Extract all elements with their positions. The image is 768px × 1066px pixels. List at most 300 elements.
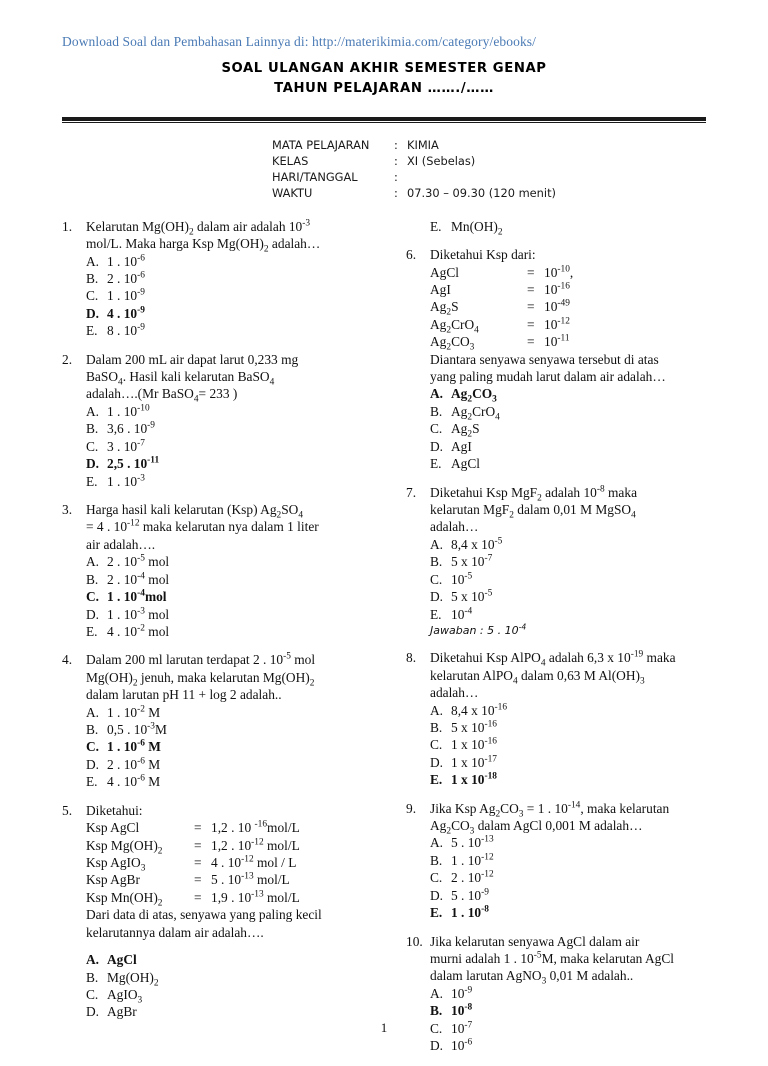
option-base: 1 x 10 <box>451 754 485 770</box>
unit-text: , <box>569 264 574 280</box>
option-text <box>451 1002 728 1019</box>
subscript: 3 <box>469 342 475 353</box>
stem-text: SO <box>281 501 299 517</box>
option-item[interactable] <box>86 986 384 1006</box>
question-stem <box>430 649 728 701</box>
option-list <box>86 403 384 490</box>
ksp-row <box>430 298 728 319</box>
meta-value <box>407 169 706 185</box>
superscript: -12 <box>557 316 570 327</box>
option-letter: C. <box>430 870 443 886</box>
option-item[interactable] <box>430 571 728 588</box>
superscript: -7 <box>484 553 493 564</box>
option-base: 1 . 10 <box>107 606 138 622</box>
stem-text: , maka kelarutan <box>580 800 670 816</box>
question-number: 10. <box>406 933 423 949</box>
option-list <box>86 553 384 640</box>
option-text <box>107 270 384 287</box>
subscript: 2 <box>309 678 315 689</box>
ksp-value-table <box>86 819 384 909</box>
stem-text: CO <box>500 800 519 816</box>
option-item[interactable] <box>430 438 728 455</box>
stem-text: 0,01 M adalah.. <box>546 968 634 984</box>
superscript: -9 <box>481 887 489 898</box>
option-item[interactable] <box>86 721 384 738</box>
option-base: 10 <box>451 985 465 1001</box>
option-item[interactable] <box>86 270 384 287</box>
stem-text: mol/L. Maka harga Ksp Mg(OH) <box>86 236 264 252</box>
stem-text: = 233 ) <box>198 386 238 402</box>
option-letter: D. <box>86 606 100 622</box>
option-base: 2 . 10 <box>107 571 138 587</box>
subscript: 2 <box>495 809 501 820</box>
question-body <box>430 800 728 922</box>
question-body <box>86 651 384 790</box>
option-item[interactable] <box>430 606 728 623</box>
option-base: 10 <box>451 1020 465 1036</box>
meta-colon: : <box>394 137 398 152</box>
option-base: 2 . 10 <box>107 554 138 570</box>
superscript: -12 <box>241 854 254 865</box>
option-item[interactable] <box>430 420 728 440</box>
superscript: -49 <box>557 298 570 309</box>
option-base: AgI <box>451 438 472 454</box>
option-text <box>451 218 728 238</box>
compound-text: Ksp AgBr <box>86 872 140 888</box>
subscript: 2 <box>446 826 452 837</box>
question-7 <box>406 484 728 639</box>
option-letter: B. <box>86 722 99 738</box>
superscript: -5 <box>283 651 291 662</box>
superscript: -8 <box>464 1002 473 1013</box>
option-letter: E. <box>430 606 442 622</box>
option-tail: mol <box>144 571 170 587</box>
option-text <box>451 1037 728 1054</box>
question-10 <box>406 933 728 1055</box>
superscript: -9 <box>464 985 473 996</box>
option-item[interactable] <box>86 969 384 989</box>
question-stem <box>430 800 728 835</box>
unit-text: mol / L <box>253 855 297 870</box>
option-letter: D. <box>86 756 100 772</box>
question-number: 4. <box>62 652 73 668</box>
option-tail: M <box>144 704 161 720</box>
stem-text: Jika Ksp Ag <box>430 800 496 816</box>
stem-text: Harga hasil kali kelarutan (Ksp) Ag <box>86 501 277 517</box>
equals-sign: = <box>194 872 202 888</box>
question-body <box>430 246 728 472</box>
ksp-value <box>211 837 384 854</box>
superscript: -12 <box>481 869 494 880</box>
option-item[interactable] <box>86 253 384 270</box>
option-item[interactable] <box>86 756 384 773</box>
compound-text: Ag <box>430 334 447 350</box>
superscript: -18 <box>484 771 497 782</box>
question-stem <box>86 501 384 553</box>
meta-row-date <box>272 169 706 185</box>
header-divider <box>62 117 706 123</box>
option-letter: D. <box>86 456 100 472</box>
option-base: 5 x 10 <box>451 554 485 570</box>
option-base: Ag <box>451 386 468 402</box>
question-stem <box>86 351 384 406</box>
compound-text: Ag <box>430 299 447 315</box>
question-stem <box>430 933 728 988</box>
exam-metadata <box>272 137 706 202</box>
superscript: -3 <box>302 218 311 229</box>
meta-colon: : <box>394 186 398 201</box>
value-base: 1,9 . 10 <box>211 889 252 905</box>
ksp-value <box>211 871 384 888</box>
subscript: 4 <box>269 377 275 388</box>
option-item[interactable] <box>86 403 384 420</box>
question-number: 8. <box>406 650 417 666</box>
option-letter: E. <box>86 774 98 790</box>
option-text <box>107 738 384 755</box>
subscript: 2 <box>497 227 503 238</box>
option-item-correct[interactable] <box>430 771 728 788</box>
option-text <box>107 403 384 420</box>
stem-text: kelarutan AlPO <box>430 667 513 683</box>
option-text <box>107 756 384 773</box>
option-item[interactable] <box>86 704 384 721</box>
subscript: 2 <box>446 325 452 336</box>
option-base: CO <box>472 386 493 402</box>
option-base: 1 . 10 <box>451 905 482 921</box>
option-base: S <box>472 421 480 437</box>
stem-text: adalah….(Mr BaSO <box>86 386 194 402</box>
option-letter: B. <box>86 270 99 286</box>
option-item[interactable] <box>430 1037 728 1054</box>
option-item[interactable] <box>430 553 728 570</box>
page-number: 1 <box>380 1020 388 1035</box>
option-letter: D. <box>430 589 444 605</box>
option-item-correct[interactable] <box>86 588 384 605</box>
option-letter: A. <box>86 403 100 419</box>
equals-sign: = <box>527 334 535 350</box>
subscript: 4 <box>495 412 500 423</box>
meta-value: KIMIA <box>407 137 439 152</box>
option-letter: A. <box>430 702 444 718</box>
option-item[interactable] <box>86 553 384 570</box>
question-number: 5. <box>62 802 73 818</box>
superscript: -16 <box>557 281 570 292</box>
subscript: 2 <box>157 898 163 909</box>
option-list <box>86 253 384 340</box>
value-base: 4 . 10 <box>211 855 242 870</box>
option-text <box>451 719 728 736</box>
option-item[interactable] <box>430 852 728 869</box>
superscript: -16 <box>254 819 268 830</box>
question-stem-continued <box>86 906 384 941</box>
ksp-compound <box>430 264 527 281</box>
option-item[interactable] <box>86 287 384 304</box>
option-letter: D. <box>430 754 444 770</box>
superscript: -9 <box>137 322 145 333</box>
option-text <box>451 985 728 1002</box>
compound-text: CrO <box>451 316 475 332</box>
answer-note <box>430 624 728 638</box>
option-item[interactable] <box>86 623 384 640</box>
option-item[interactable] <box>430 403 728 423</box>
option-item[interactable] <box>430 834 728 851</box>
subscript: 2 <box>446 308 452 319</box>
option-letter: B. <box>430 403 443 419</box>
value-base: 10 <box>544 299 558 315</box>
subscript: 2 <box>467 412 473 423</box>
superscript: -8 <box>481 904 489 915</box>
superscript: -13 <box>481 834 494 845</box>
option-item[interactable] <box>430 536 728 553</box>
option-base: 1 . 10 <box>107 253 138 269</box>
option-letter: E. <box>86 473 98 489</box>
compound-text: Ksp AgCl <box>86 820 140 836</box>
option-item[interactable] <box>86 438 384 455</box>
option-letter: B. <box>86 571 99 587</box>
question-columns <box>62 218 706 1066</box>
option-letter: E. <box>430 218 442 234</box>
stem-text: yang paling mudah larut dalam air adalah… <box>430 369 666 385</box>
option-base: 4 . 10 <box>107 774 138 790</box>
option-base: 2,5 . 10 <box>107 456 148 472</box>
option-item[interactable] <box>86 1003 384 1020</box>
superscript: -10 <box>137 403 150 414</box>
option-item[interactable] <box>430 455 728 472</box>
option-base: 5 x 10 <box>451 589 485 605</box>
option-item[interactable] <box>430 736 728 753</box>
option-item-correct[interactable] <box>430 385 728 406</box>
option-base: 1 x 10 <box>451 772 485 788</box>
option-text <box>107 571 384 588</box>
question-number: 9. <box>406 800 417 816</box>
option-base: 2 . 10 <box>451 870 482 886</box>
subscript: 2 <box>263 244 269 255</box>
option-text <box>107 438 384 455</box>
option-list <box>430 834 728 921</box>
option-text <box>451 588 728 605</box>
unit-text: mol/L <box>267 820 300 836</box>
option-base: AgBr <box>107 1004 137 1020</box>
compound-text: AgI <box>430 281 451 297</box>
option-letter: A. <box>430 835 444 851</box>
ksp-row <box>430 333 728 353</box>
ksp-value <box>544 281 728 298</box>
option-letter: E. <box>86 323 98 339</box>
question-body <box>86 501 384 640</box>
equals-sign: = <box>527 316 535 332</box>
subscript: 4 <box>193 395 199 406</box>
meta-label: MATA PELAJARAN <box>272 137 370 152</box>
option-text <box>451 771 728 788</box>
option-text <box>451 834 728 851</box>
option-text <box>107 986 384 1006</box>
left-column <box>62 218 384 1032</box>
stem-text: Diketahui Ksp MgF <box>430 484 538 500</box>
question-number: 2. <box>62 351 73 367</box>
option-item-correct[interactable] <box>86 738 384 755</box>
option-letter: E. <box>86 623 98 639</box>
superscript: -4 <box>518 622 527 632</box>
meta-row-subject <box>272 137 706 153</box>
option-list <box>430 702 728 789</box>
superscript: -8 <box>596 484 605 495</box>
option-text <box>107 322 384 339</box>
option-item[interactable] <box>430 869 728 886</box>
option-item[interactable] <box>86 606 384 623</box>
stem-text: mol <box>290 652 316 668</box>
meta-label: WAKTU <box>272 186 313 201</box>
option-letter: B. <box>430 1003 443 1019</box>
question-6 <box>406 246 728 472</box>
option-item-correct[interactable] <box>86 951 384 968</box>
stem-text: = 1 . 10 <box>523 800 568 816</box>
option-base: 4 . 10 <box>107 623 138 639</box>
stem-text: dalam 0,63 M Al(OH) <box>517 667 640 683</box>
option-base: 3 . 10 <box>107 438 138 454</box>
option-text <box>107 773 384 790</box>
meta-colon: : <box>394 154 398 169</box>
option-item-correct[interactable] <box>430 1002 728 1019</box>
stem-text: . Hasil kali kelarutan BaSO <box>122 369 270 385</box>
option-base: 1 . 10 <box>107 403 138 419</box>
option-letter: E. <box>430 905 443 921</box>
option-letter: C. <box>430 1020 443 1036</box>
option-base: 2 . 10 <box>107 270 138 286</box>
superscript: -3 <box>147 721 155 732</box>
option-base: Ag <box>451 403 468 419</box>
stem-text: adalah 10 <box>541 484 597 500</box>
option-item[interactable] <box>430 702 728 719</box>
option-text <box>107 455 384 472</box>
option-item-correct[interactable] <box>86 455 384 472</box>
stem-text: Diantara senyawa senyawa tersebut di atas <box>430 351 659 367</box>
option-item[interactable] <box>430 887 728 904</box>
unit-text: mol/L <box>263 837 300 853</box>
option-base: 4 . 10 <box>107 305 138 321</box>
compound-text: Ag <box>430 316 447 332</box>
option-tail: M <box>144 756 161 772</box>
stem-text: dalam larutan AgNO <box>430 968 542 984</box>
subscript: 2 <box>153 978 159 989</box>
option-item[interactable] <box>86 322 384 339</box>
stem-text: Dalam 200 mL air dapat larut 0,233 mg <box>86 351 299 367</box>
superscript: -11 <box>557 333 570 344</box>
option-base: Ag <box>451 421 468 437</box>
option-letter: D. <box>430 887 444 903</box>
stem-text: maka <box>643 650 676 666</box>
option-item[interactable] <box>430 218 728 238</box>
option-list <box>86 704 384 791</box>
value-base: 10 <box>544 281 558 297</box>
question-number: 1. <box>62 218 73 234</box>
option-tail: M <box>144 739 161 755</box>
document-page <box>0 34 768 1058</box>
subscript: 2 <box>132 678 138 689</box>
ksp-compound <box>86 889 194 909</box>
option-text <box>451 403 728 423</box>
ksp-compound <box>86 871 194 888</box>
option-text <box>451 702 728 719</box>
option-base: 8,4 x 10 <box>451 536 495 552</box>
ksp-row <box>86 854 384 874</box>
option-item[interactable] <box>86 571 384 588</box>
option-item[interactable] <box>430 985 728 1002</box>
option-text <box>451 438 728 455</box>
equals-sign: = <box>194 889 202 905</box>
option-base: 1 . 10 <box>107 589 138 605</box>
question-4 <box>62 651 384 790</box>
option-base: 10 <box>451 606 465 622</box>
option-text <box>451 852 728 869</box>
option-letter: E. <box>430 456 442 472</box>
stem-text: kelarutan MgF <box>430 501 510 517</box>
stem-text: dalam larutan pH 11 + log 2 adalah.. <box>86 687 282 703</box>
stem-text: maka kelarutan nya dalam 1 liter <box>139 519 319 535</box>
option-base: Mg(OH) <box>107 969 154 985</box>
right-column <box>406 218 728 1066</box>
ksp-row <box>86 889 384 909</box>
subscript: 2 <box>189 227 194 238</box>
option-base: 5 . 10 <box>451 835 482 851</box>
option-letter: B. <box>86 421 99 437</box>
equals-sign: = <box>527 299 535 315</box>
option-item[interactable] <box>430 754 728 771</box>
option-item[interactable] <box>430 588 728 605</box>
meta-row-time <box>272 185 706 201</box>
question-body <box>430 218 728 238</box>
option-letter: A. <box>86 253 100 269</box>
option-text <box>107 721 384 738</box>
option-text <box>451 754 728 771</box>
download-link[interactable]: Download Soal dan Pembahasan Lainnya di: http://materikimia.com/category/ebooks/ <box>62 34 537 49</box>
option-letter: C. <box>86 986 99 1002</box>
superscript: -6 <box>137 756 145 767</box>
ksp-value <box>544 298 728 315</box>
option-letter: C. <box>86 438 99 454</box>
option-text <box>107 951 384 968</box>
option-base: 5 . 10 <box>451 887 482 903</box>
question-stem: Diketahui: <box>86 802 143 818</box>
ksp-value <box>544 316 728 333</box>
option-base: AgCl <box>107 952 137 968</box>
ksp-compound <box>430 298 527 319</box>
option-list <box>86 951 384 1021</box>
stem-text: Mg(OH) <box>86 669 133 685</box>
option-item-correct[interactable] <box>86 305 384 322</box>
superscript: -6 <box>137 270 145 281</box>
option-item[interactable] <box>430 719 728 736</box>
subscript: 2 <box>467 429 473 440</box>
option-tail: mol <box>144 554 170 570</box>
option-item[interactable] <box>86 773 384 790</box>
option-item[interactable] <box>86 420 384 437</box>
option-letter: A. <box>86 704 100 720</box>
subscript: 3 <box>469 826 475 837</box>
option-item[interactable] <box>86 473 384 490</box>
ksp-row <box>86 837 384 857</box>
option-text <box>107 473 384 490</box>
option-text <box>107 420 384 437</box>
stem-text: adalah 6,3 x 10 <box>545 650 631 666</box>
option-letter: D. <box>86 1004 100 1020</box>
ksp-compound <box>86 819 194 836</box>
stem-text: adalah… <box>430 519 479 535</box>
option-letter: A. <box>430 386 444 402</box>
option-item-correct[interactable] <box>430 904 728 921</box>
option-base: 1 x 10 <box>451 737 485 753</box>
stem-text: dalam air adalah 10 <box>193 218 303 234</box>
superscript: -5 <box>494 536 503 547</box>
